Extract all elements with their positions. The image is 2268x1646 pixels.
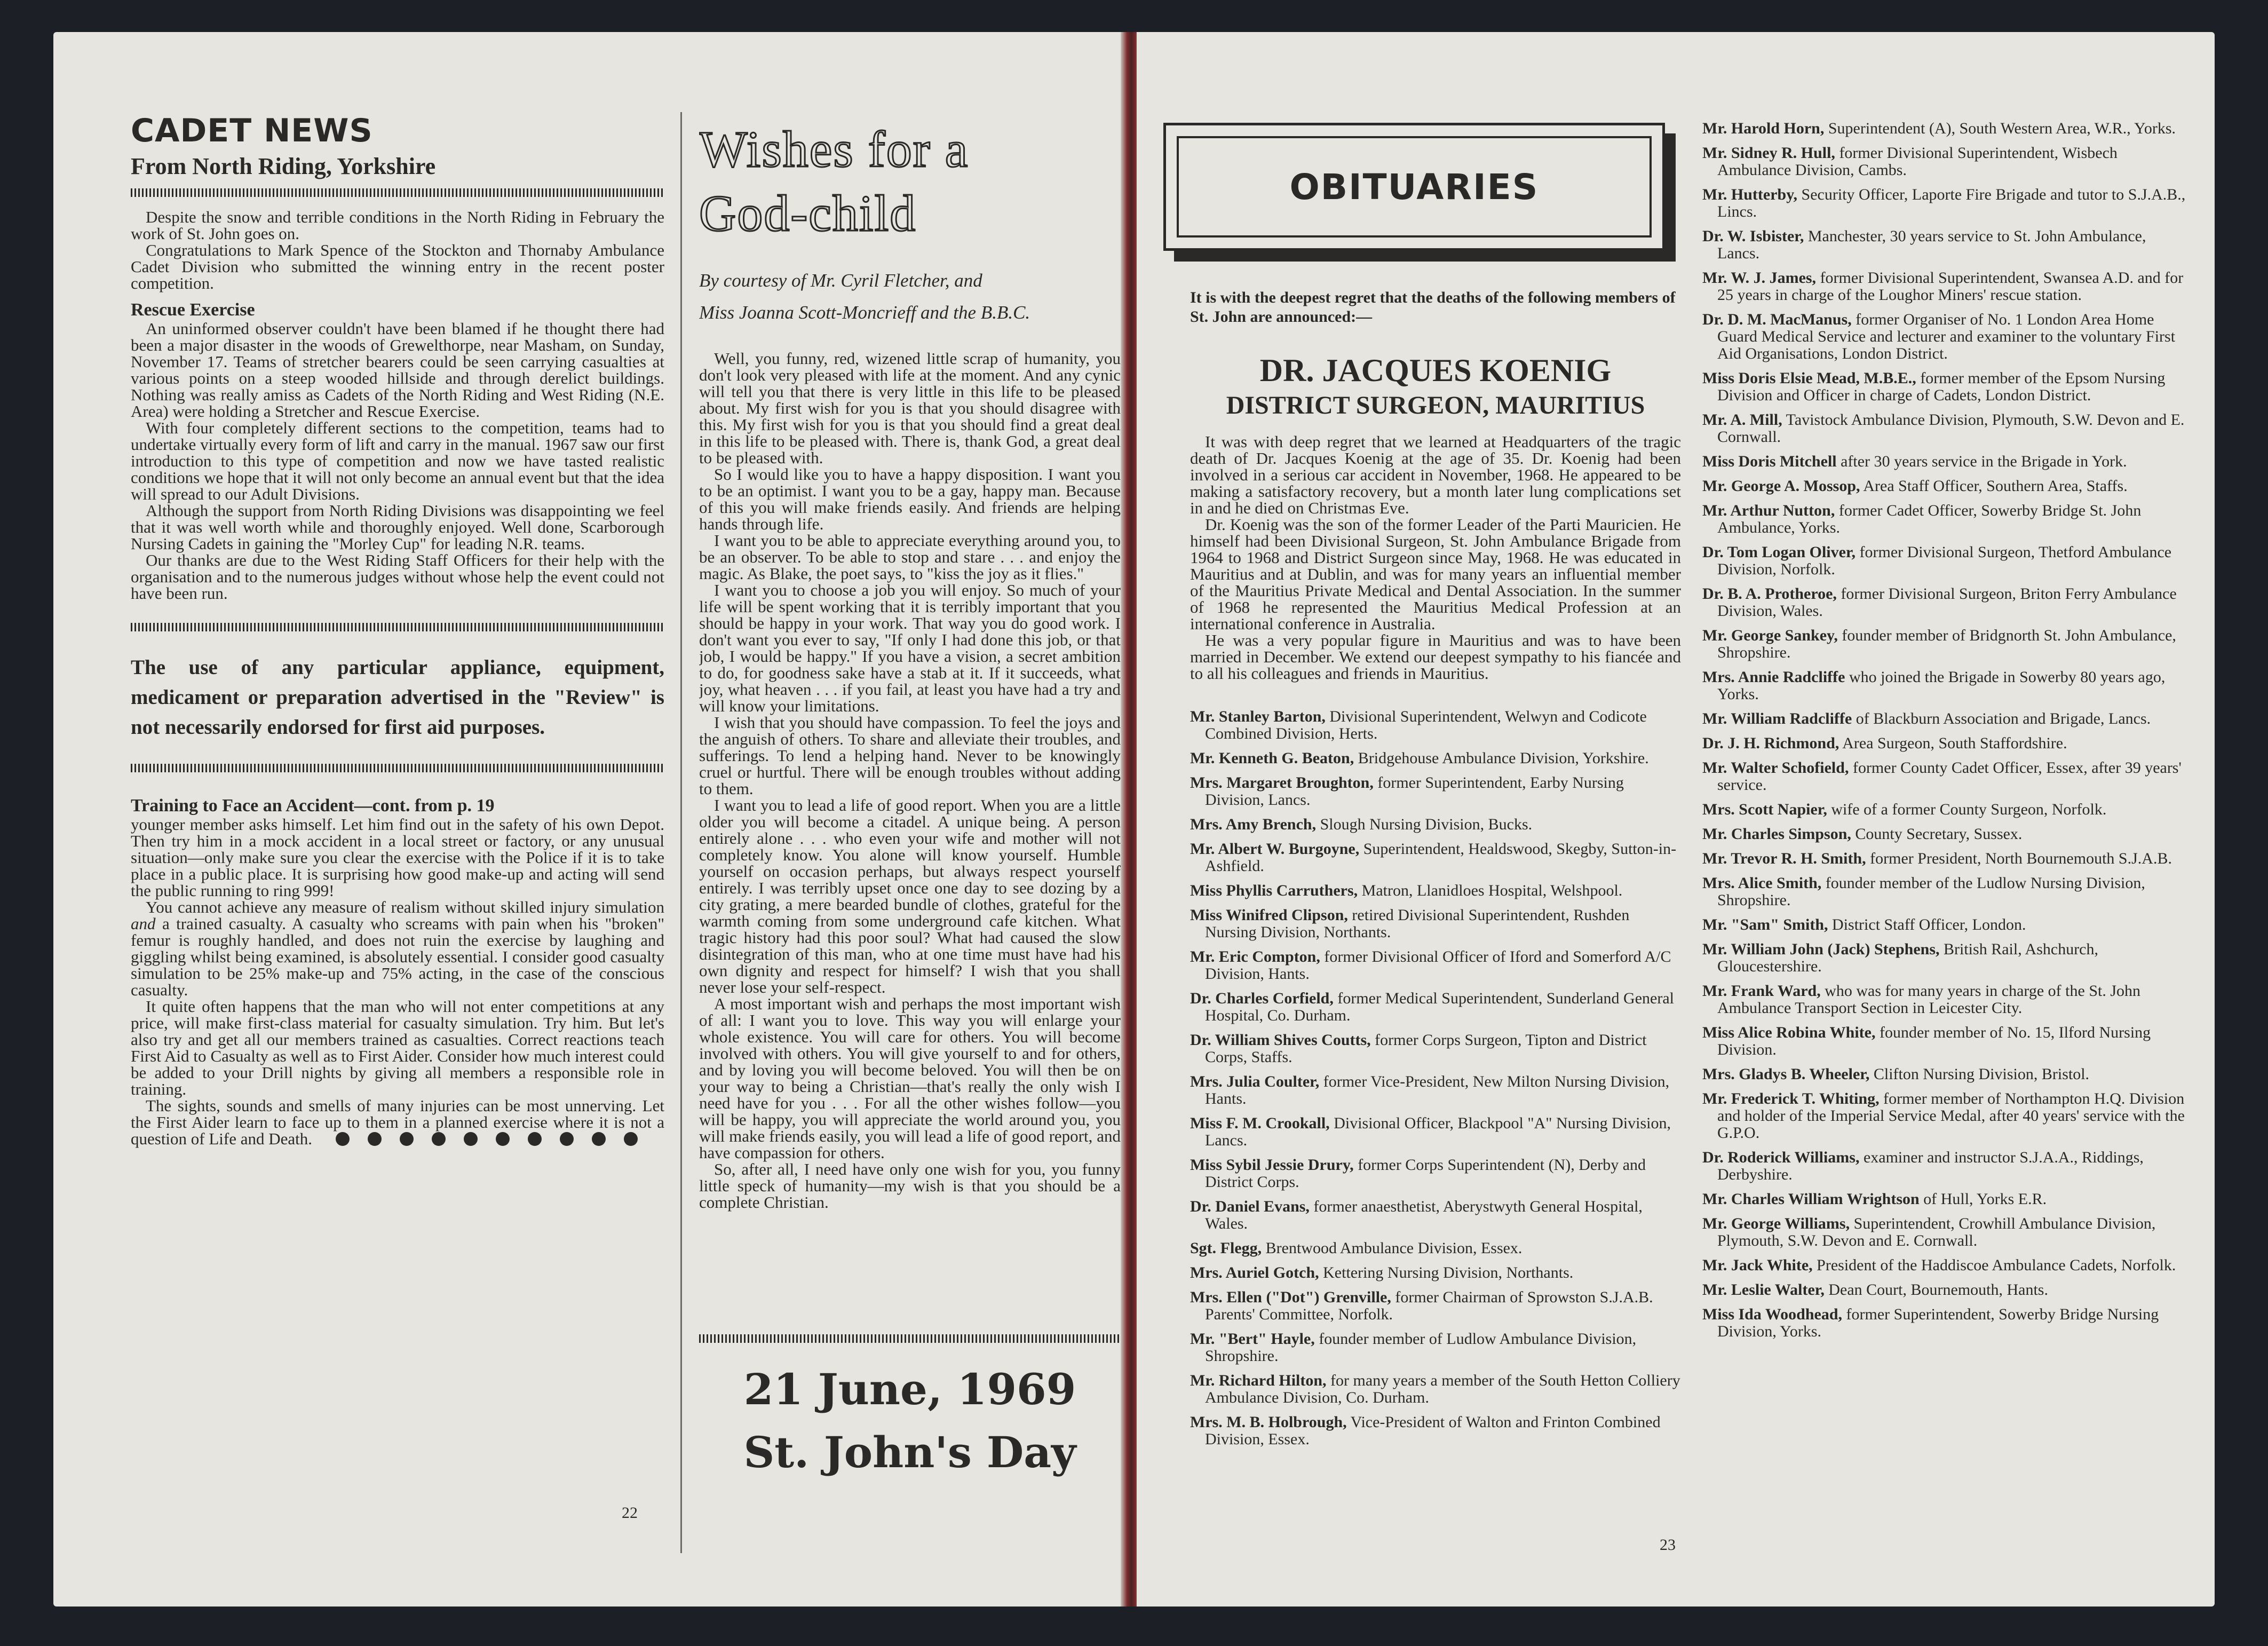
obituary-name: Dr. W. Isbister,: [1702, 227, 1804, 245]
obituary-entry: [1702, 370, 2188, 404]
obituary-name: Mr. Frank Ward,: [1702, 982, 1821, 1000]
obituary-name: Mr. Eric Compton,: [1190, 948, 1320, 966]
obituary-detail: Vice-President of Walton and Frinton Combined Division, Essex.: [1205, 1413, 1661, 1448]
cadet-paragraph: Despite the snow and terrible conditions in the North Riding in February the work of St. John goes on.: [131, 208, 664, 243]
obituary-entry: [1702, 228, 2188, 262]
wishes-paragraph: Well, you funny, red, wizened little scrap of humanity, you don't look very pleased with life at the moment. And any cynic will tell you that there is very little in this life to be pleased about. My first wish for you is that you should disagree with this. My first wish for you is that you should find a great deal in this life to be pleased with. There is, thank God, a great deal to be pleased with.: [699, 349, 1121, 467]
obituary-detail: who joined the Brigade in Sowerby 80 years ago, Yorks.: [1717, 668, 2166, 703]
obituary-name: Mr. "Bert" Hayle,: [1190, 1330, 1315, 1348]
obituary-detail: former Superintendent, Sowerby Bridge Nursing Division, Yorks.: [1717, 1305, 2159, 1340]
obituary-name: Mr. Arthur Nutton,: [1702, 502, 1835, 519]
obituary-name: Mr. Frederick T. Whiting,: [1702, 1090, 1880, 1107]
obituary-detail: former Superintendent, Earby Nursing Division, Lancs.: [1205, 774, 1624, 809]
rescue-exercise-heading: Rescue Exercise: [131, 300, 255, 320]
obituaries-lead: It is with the deepest regret that the deaths of the following members of St. John are announced:—: [1190, 289, 1676, 326]
obituary-entry: [1702, 1215, 2188, 1249]
wishes-title-line2: God-child: [699, 185, 917, 242]
obituary-name: Mrs. M. B. Holbrough,: [1190, 1413, 1347, 1431]
obituary-detail: former Chairman of Sprowston S.J.A.B. Parents' Committee, Norfolk.: [1205, 1288, 1653, 1323]
obituary-entry: [1190, 1198, 1681, 1232]
obituary-name: Mr. Kenneth G. Beaton,: [1190, 749, 1354, 767]
obituary-detail: wife of a former County Surgeon, Norfolk.: [1827, 801, 2107, 818]
wishes-paragraph: I want you to choose a job you will enjoy. So much of your life will be spent working that it is terribly important that you should be happy in your work. That way you do good work. I don't want you ever to say, "If only I had done this job, or that job, I would be happy." If you have a vision, a secret ambition to do, for goodness sake have a stab at it. If it succeeds, what joy, what heaven . . . if you fail, at least you have had a try and will know your limitations.: [699, 581, 1121, 715]
rescue-paragraph: With four completely different sections to the competition, teams had to undertake virtually every form of lift and carry in the manual. 1967 saw our first introduction to this type of competition and now we have tasted realistic conditions we hope that it will not only become an annual event but that the idea will spread to our Adult Divisions.: [131, 418, 664, 503]
obituary-name: Mr. William Radcliffe: [1702, 710, 1852, 727]
obituary-detail: of Hull, Yorks E.R.: [1919, 1190, 2047, 1208]
obituary-entry: [1190, 1372, 1681, 1406]
obituary-entry: [1702, 1281, 2188, 1299]
obituary-detail: Manchester, 30 years service to St. John Ambulance, Lancs.: [1717, 227, 2146, 262]
obituary-detail: former member of Northampton H.Q. Division and holder of the Imperial Service Medal, after 40 years' service with the G.P.O.: [1717, 1090, 2185, 1142]
obituary-entry: [1702, 1149, 2188, 1183]
obituary-entry: [1702, 801, 2188, 818]
wishes-paragraph: I want you to be able to appreciate everything around you, to be an observer. To be able to stop and stare . . . and enjoy the magic. As Blake, the poet says, to "kiss the joy as it flies.": [699, 531, 1121, 583]
obituary-name: Dr. Tom Logan Oliver,: [1702, 543, 1856, 561]
page-number-left: 22: [622, 1504, 638, 1522]
obituary-detail: former Divisional Superintendent, Wisbech Ambulance Division, Cambs.: [1717, 144, 2118, 179]
obituary-name: Miss Sybil Jessie Drury,: [1190, 1156, 1354, 1174]
wishes-paragraph: So I would like you to have a happy disposition. I want you to be an optimist. I want you to be a gay, happy man. Because of this you will make friends easily. And friends are helping hands through life.: [699, 465, 1121, 533]
obituary-entry: [1702, 735, 2188, 752]
training-paragraph: younger member asks himself. Let him find out in the safety of his own Depot. Then try him in a mock accident in a local street or factory, or any unusual situation—only make sure you clear the exercise with the Police if it is to take place in a public place. It is surprising how good make-up and acting will send the public running to ring 999!: [131, 815, 664, 900]
obituaries-title: OBITUARIES: [1289, 166, 1539, 208]
wishes-paragraph: A most important wish and perhaps the most important wish of all: I want you to love. This way you will enlarge your whole existence. You will care for others. You will become involved with others. You will give yourself to and for others, and by loving you will become beloved. You will then be on your way to being a Christian—that's really the only wish I need have for you . . . For all the other wishes follow—you will be happy, you will appreciate the world around you, you will make friends easily, you will lead a life of good report, and have compassion for others.: [699, 994, 1121, 1162]
obituary-entry: [1702, 120, 2188, 137]
obituary-entry: [1702, 1257, 2188, 1274]
obituary-entry: [1190, 882, 1681, 899]
obituary-entry: [1702, 983, 2188, 1017]
obituary-entry: [1702, 270, 2188, 304]
obituary-detail: former Divisional Surgeon, Briton Ferry Ambulance Division, Wales.: [1717, 585, 2177, 620]
koenig-name: DR. JACQUES KOENIG: [1259, 353, 1612, 388]
obituary-name: Mr. Jack White,: [1702, 1256, 1813, 1274]
obituary-detail: Security Officer, Laporte Fire Brigade and tutor to S.J.A.B., Lincs.: [1717, 186, 2186, 220]
obituary-entry: [1702, 710, 2188, 727]
obituary-detail: founder member of Ludlow Ambulance Division, Shropshire.: [1205, 1330, 1637, 1365]
saint-day-line: St. John's Day: [743, 1427, 1076, 1477]
obituaries-left-column: [1190, 288, 1681, 1569]
obituary-detail: of Blackburn Association and Brigade, Lancs.: [1852, 710, 2151, 727]
obituary-detail: Area Surgeon, South Staffordshire.: [1839, 734, 2067, 752]
obituary-entry: [1702, 941, 2188, 975]
obituary-detail: former member of the Epsom Nursing Division and Officer in charge of Cadets, London District.: [1717, 369, 2166, 404]
obituary-detail: former Divisional Surgeon, Thetford Ambulance Division, Norfolk.: [1717, 543, 2172, 578]
obituary-entry: [1190, 1115, 1681, 1149]
obituary-name: Mrs. Scott Napier,: [1702, 801, 1827, 818]
obituary-name: Mr. Trevor R. H. Smith,: [1702, 850, 1866, 867]
cadet-news-subheading: From North Riding, Yorkshire: [131, 153, 436, 179]
obituary-entry: [1190, 1414, 1681, 1448]
dotted-divider: [699, 1334, 1121, 1343]
obituary-name: Miss Doris Elsie Mead, M.B.E.,: [1702, 369, 1916, 387]
obituary-name: Mrs. Auriel Gotch,: [1190, 1264, 1319, 1281]
obituary-entry: [1190, 1032, 1681, 1066]
obituary-entry: [1190, 907, 1681, 941]
obituary-name: Mrs. Annie Radcliffe: [1702, 668, 1845, 686]
obituary-entry: [1190, 948, 1681, 983]
wishes-paragraph: I want you to lead a life of good report. When you are a little older you will become a citadel. A unique being. A person entirely alone . . . who even your wife and mother will not completely know. You alone will know yourself. Humble yourself on occasion perhaps, but always respect yourself entirely. I was terribly upset once one day to see dozing by a city grating, a mere bearded bundle of clothes, grateful for the warmth coming from some underground cafe kitchen. What tragic history had this poor soul? What had caused the slow disintegration of this man, who at one time must have had his own dignity and respect for himself? I wish that you shall never lose your self-respect.: [699, 796, 1121, 996]
obituary-detail: former Medical Superintendent, Sunderland General Hospital, Co. Durham.: [1205, 990, 1674, 1024]
disclaimer-notice: The use of any particular appliance, equipment, medicament or preparation advertised in the "Review" is not necessarily endorsed for first aid purposes.: [131, 656, 664, 739]
obituary-entry: [1702, 1306, 2188, 1340]
obituary-name: Miss Ida Woodhead,: [1702, 1305, 1843, 1323]
obituary-name: Mrs. Julia Coulter,: [1190, 1073, 1320, 1090]
obituary-detail: for many years a member of the South Hetton Colliery Ambulance Division, Co. Durham.: [1205, 1372, 1680, 1406]
obituary-entry: [1702, 412, 2188, 446]
obituary-detail: County Secretary, Sussex.: [1851, 825, 2023, 843]
obituary-entry: [1702, 502, 2188, 536]
obituary-entry: [1190, 1240, 1681, 1257]
obituary-detail: former Divisional Superintendent, Swansea A.D. and for 25 years in charge of the Loughor Miners' rescue station.: [1717, 269, 2184, 304]
obituary-name: Mr. Sidney R. Hull,: [1702, 144, 1835, 162]
obituary-detail: Clifton Nursing Division, Bristol.: [1869, 1065, 2090, 1083]
obituary-entry: [1702, 1090, 2188, 1142]
obituary-name: Mrs. Margaret Broughton,: [1190, 774, 1374, 792]
right-page: [1137, 32, 2215, 1607]
obituary-detail: former Divisional Officer of Iford and Somerford A/C Division, Hants.: [1205, 948, 1671, 983]
obituary-entry: [1702, 875, 2188, 909]
obituary-name: Dr. Roderick Williams,: [1702, 1149, 1860, 1166]
obituary-detail: Brentwood Ambulance Division, Essex.: [1262, 1239, 1522, 1257]
obituary-name: Mr. George A. Mossop,: [1702, 477, 1860, 495]
obituary-name: Mrs. Gladys B. Wheeler,: [1702, 1065, 1870, 1083]
obituary-name: Mr. Hutterby,: [1702, 186, 1798, 203]
obituary-entry: [1702, 669, 2188, 703]
obituary-entry: [1190, 816, 1681, 833]
obituary-detail: Superintendent, Crowhill Ambulance Division, Plymouth, S.W. Devon and E. Cornwall.: [1717, 1215, 2156, 1249]
obituary-name: Miss Alice Robina White,: [1702, 1024, 1876, 1041]
koenig-paragraph: It was with deep regret that we learned at Headquarters of the tragic death of Dr. Jacques Koenig at the age of 35. Dr. Koenig had been involved in a serious car accident in November, 1968. He appeared to be making a satisfactory recovery, but a month later lung complications set in and he died on Christmas Eve.: [1190, 432, 1681, 517]
cadet-news-heading: CADET NEWS: [131, 112, 373, 149]
rescue-paragraph: Although the support from North Riding Divisions was disappointing we feel that it was well worth while and thoroughly enjoyed. Well done, Scarborough Nursing Cadets in gaining the "Morley Cup" for leading N.R. teams.: [131, 501, 664, 553]
obituary-detail: founder member of No. 15, Ilford Nursing Division.: [1717, 1024, 2151, 1058]
obituary-name: Mrs. Ellen ("Dot") Grenville,: [1190, 1288, 1391, 1306]
obituary-detail: who was for many years in charge of the St. John Ambulance Transport Section in Leicester City.: [1717, 982, 2141, 1017]
obituary-list-2: [1702, 120, 2188, 1340]
obituary-detail: former Corps Surgeon, Tipton and District Corps, Staffs.: [1205, 1031, 1647, 1066]
rescue-paragraph: Our thanks are due to the West Riding Staff Officers for their help with the organisation and to the numerous judges without whose help the event could not have been run.: [131, 551, 664, 603]
obituary-name: Miss Doris Mitchell: [1702, 453, 1837, 470]
obituary-name: Mr. W. J. James,: [1702, 269, 1817, 287]
koenig-role: DISTRICT SURGEON, MAURITIUS: [1226, 391, 1645, 420]
obituary-name: Dr. Daniel Evans,: [1190, 1198, 1310, 1215]
dotted-divider: [131, 764, 664, 772]
obituary-entry: [1702, 186, 2188, 220]
obituary-name: Mr. "Sam" Smith,: [1702, 916, 1828, 933]
obituary-entry: [1190, 774, 1681, 809]
obituary-entry: [1702, 145, 2188, 179]
obituary-entry: [1702, 311, 2188, 362]
obituary-detail: Slough Nursing Division, Bucks.: [1316, 816, 1533, 833]
obituary-name: Dr. Charles Corfield,: [1190, 990, 1334, 1007]
obituary-name: Mrs. Alice Smith,: [1702, 874, 1822, 892]
obituary-name: Mr. Harold Horn,: [1702, 120, 1825, 137]
rescue-paragraph: An uninformed observer couldn't have been blamed if he thought there had been a major disaster in the woods of Grewelthorpe, near Masham, on Sunday, November 17. Teams of stretcher bearers could be seen carrying casualties at various points on a steep wooded hillside and through derelict buildings. Nothing was really amiss as Cadets of the North Riding and West Riding (N.E. Area) were holding a Stretcher and Rescue Exercise.: [131, 319, 664, 421]
obituary-detail: Kettering Nursing Division, Northants.: [1319, 1264, 1574, 1281]
obituary-name: Dr. B. A. Protheroe,: [1702, 585, 1837, 603]
obituary-entry: [1702, 826, 2188, 843]
obituary-entry: [1702, 1066, 2188, 1083]
bullet-dots-ornament: [321, 1132, 656, 1149]
obituary-entry: [1702, 1024, 2188, 1058]
obituary-detail: Divisional Superintendent, Welwyn and Codicote Combined Division, Herts.: [1205, 708, 1647, 742]
date-line: 21 June, 1969: [743, 1364, 1076, 1414]
obituary-detail: former President, North Bournemouth S.J.A.B.: [1866, 850, 2172, 867]
obituary-detail: former Corps Superintendent (N), Derby and District Corps.: [1205, 1156, 1646, 1191]
obituary-entry: [1190, 1331, 1681, 1365]
obituary-entry: [1190, 1073, 1681, 1107]
obituary-detail: former Vice-President, New Milton Nursing Division, Hants.: [1205, 1073, 1670, 1107]
obituary-detail: founder member of the Ludlow Nursing Division, Shropshire.: [1717, 874, 2145, 909]
obituary-detail: President of the Haddiscoe Ambulance Cadets, Norfolk.: [1812, 1256, 2176, 1274]
obituary-list-1: [1190, 708, 1681, 1448]
obituary-detail: Area Staff Officer, Southern Area, Staffs.: [1860, 477, 2128, 495]
obituary-name: Dr. William Shives Coutts,: [1190, 1031, 1371, 1049]
obituary-entry: [1702, 627, 2188, 661]
obituary-entry: [1702, 759, 2188, 794]
column-divider: [680, 112, 682, 1553]
obituary-detail: former Cadet Officer, Sowerby Bridge St. John Ambulance, Yorks.: [1717, 502, 2142, 536]
obituary-name: Miss Phyllis Carruthers,: [1190, 882, 1358, 899]
obituary-detail: Superintendent (A), South Western Area, W.R., Yorks.: [1824, 120, 2176, 137]
obituary-entry: [1190, 750, 1681, 767]
obituary-detail: former County Cadet Officer, Essex, after 39 years' service.: [1717, 759, 2182, 794]
obituary-name: Mr. Charles William Wrightson: [1702, 1190, 1920, 1208]
obituary-name: Dr. D. M. MacManus,: [1702, 311, 1852, 328]
training-paragraph: You cannot achieve any measure of realism without skilled injury simulation and a trained casualty. A casualty who screams with pain when his "broken" femur is roughly handled, and does not ruin the exercise by laughing and giggling whilst being examined, is absolutely essential. I consider good casualty simulation to be 25% make-up and 75% acting, in the case of the conscious casualty.: [131, 898, 664, 999]
obituary-name: Mr. Richard Hilton,: [1190, 1372, 1327, 1389]
obituary-detail: Tavistock Ambulance Division, Plymouth, S.W. Devon and E. Cornwall.: [1717, 411, 2185, 446]
obituary-detail: Bridgehouse Ambulance Division, Yorkshire.: [1354, 749, 1649, 767]
obituary-name: Mr. George Williams,: [1702, 1215, 1850, 1232]
obituary-detail: Dean Court, Bournemouth, Hants.: [1824, 1281, 2048, 1299]
left-page: [53, 32, 1126, 1607]
obituary-entry: [1190, 1264, 1681, 1281]
koenig-paragraph: He was a very popular figure in Mauritius and was to have been married in December. We extend our deepest sympathy to his fiancée and to all his colleagues and friends in Mauritius.: [1190, 631, 1681, 683]
obituary-name: Mr. Charles Simpson,: [1702, 825, 1851, 843]
obituary-entry: [1190, 1289, 1681, 1323]
koenig-paragraph: Dr. Koenig was the son of the former Leader of the Parti Mauricien. He himself had been Divisional Surgeon, St. John Ambulance Brigade from 1964 to 1968 and District Surgeon since May, 1968. He was educated in Mauritius and at Dublin, and was for many years an influential member of the Mauritius Private Medical and Dental Association. In the summer of 1968 he represented the Mauritius Medical Profession at an international conference in Australia.: [1190, 515, 1681, 633]
obituary-name: Mr. Walter Schofield,: [1702, 759, 1849, 777]
obituary-name: Mrs. Amy Brench,: [1190, 816, 1317, 833]
obituary-entry: [1702, 916, 2188, 933]
wishes-title-line1: Wishes for a: [699, 121, 969, 178]
wishes-footer: [699, 1334, 1121, 1537]
cadet-news-column: [131, 112, 664, 1574]
obituary-name: Sgt. Flegg,: [1190, 1239, 1262, 1257]
obituaries-right-column: [1702, 120, 2188, 1577]
obituary-detail: after 30 years service in the Brigade in York.: [1836, 453, 2127, 470]
obituary-detail: founder member of Bridgnorth St. John Ambulance, Shropshire.: [1717, 627, 2176, 661]
obituary-name: Dr. J. H. Richmond,: [1702, 734, 1839, 752]
obituary-entry: [1702, 585, 2188, 620]
training-heading: Training to Face an Accident—cont. from p. 19: [131, 796, 495, 816]
dotted-divider: [131, 623, 664, 631]
dotted-divider: [131, 188, 664, 197]
obituary-detail: Matron, Llanidloes Hospital, Welshpool.: [1358, 882, 1623, 899]
wishes-paragraph: I wish that you should have compassion. To feel the joys and the anguish of others. To share and alleviate their troubles, and sufferings. To lend a helping hand. Never to be knowingly cruel or hurtful. There will be enough troubles without adding to them.: [699, 713, 1121, 798]
obituary-name: Mr. Leslie Walter,: [1702, 1281, 1825, 1299]
obituary-name: Miss F. M. Crookall,: [1190, 1114, 1330, 1132]
obituary-detail: Superintendent, Healdswood, Skegby, Sutton-in-Ashfield.: [1205, 840, 1677, 875]
obituary-name: Mr. George Sankey,: [1702, 627, 1838, 644]
obituary-name: Mr. William John (Jack) Stephens,: [1702, 940, 1940, 958]
obituary-detail: British Rail, Ashchurch, Gloucestershire.: [1717, 940, 2098, 975]
obituary-entry: [1702, 1191, 2188, 1208]
obituary-entry: [1190, 1157, 1681, 1191]
obituary-entry: [1702, 544, 2188, 578]
obituary-entry: [1702, 453, 2188, 470]
magazine-spread: [53, 32, 2215, 1607]
obituaries-banner: [1163, 123, 1665, 251]
obituary-entry: [1702, 850, 2188, 867]
obituary-detail: retired Divisional Superintendent, Rushden Nursing Division, Northants.: [1205, 906, 1630, 941]
cadet-paragraph: Congratulations to Mark Spence of the Stockton and Thornaby Ambulance Cadet Division who submitted the winning entry in the recent poster competition.: [131, 241, 664, 292]
obituary-entry: [1702, 478, 2188, 495]
obituary-detail: Divisional Officer, Blackpool "A" Nursing Division, Lancs.: [1205, 1114, 1671, 1149]
wishes-credit: By courtesy of Mr. Cyril Fletcher, and Miss Joanna Scott-Moncrieff and the B.B.C.: [699, 270, 1030, 323]
obituary-entry: [1190, 841, 1681, 875]
obituary-name: Mr. Stanley Barton,: [1190, 708, 1326, 725]
obituary-entry: [1190, 708, 1681, 742]
obituary-detail: District Staff Officer, London.: [1828, 916, 2026, 933]
obituary-detail: former Organiser of No. 1 London Area Home Guard Medical Service and lecturer and examiner to the voluntary First Aid Organisations, London District.: [1717, 311, 2176, 362]
page-number-right: 23: [1660, 1536, 1676, 1554]
obituary-detail: former anaesthetist, Aberystwyth General Hospital, Wales.: [1205, 1198, 1643, 1232]
obituary-name: Miss Winifred Clipson,: [1190, 906, 1348, 924]
training-paragraph: The sights, sounds and smells of many injuries can be most unnerving. Let the First Aider learn to face up to them in a planned exercise where it is not a question of Life and Death.: [131, 1096, 664, 1148]
obituary-detail: examiner and instructor S.J.A.A., Riddings, Derbyshire.: [1717, 1149, 2144, 1183]
obituary-name: Mr. Albert W. Burgoyne,: [1190, 840, 1360, 858]
obituary-entry: [1190, 990, 1681, 1024]
obituary-name: Mr. A. Mill,: [1702, 411, 1782, 429]
training-paragraph: It quite often happens that the man who will not enter competitions at any price, will make first-class material for casualty simulation. Try him. But let's also try and get all our members trained as casualties. Correct reactions teach First Aid to Casualty as well as to First Aider. Consider how much interest could be added to your Drill nights by giving all members a responsible role in training.: [131, 997, 664, 1098]
wishes-paragraph: So, after all, I need have only one wish for you, you funny little speck of humanity—my wish is that you should be a complete Christian.: [699, 1160, 1121, 1212]
